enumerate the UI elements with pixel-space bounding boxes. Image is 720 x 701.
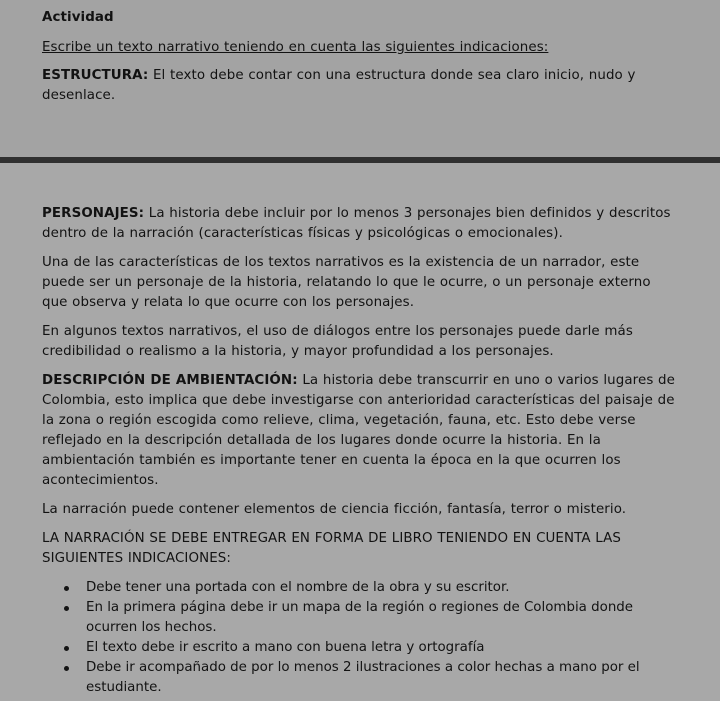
requirements-list [42, 578, 676, 698]
activity-heading: Actividad [42, 10, 114, 25]
ambientacion-label: DESCRIPCIÓN DE AMBIENTACIÓN: [42, 373, 298, 388]
personajes-label: PERSONAJES: [42, 206, 145, 221]
ambientacion-paragraph [42, 371, 676, 491]
list-item: En la primera página debe ir un mapa de la región o regiones de Colombia donde ocurren los hechos. [42, 598, 676, 638]
genero-paragraph: La narración puede contener elementos de ciencia ficción, fantasía, terror o misterio. [42, 502, 627, 517]
entrega-paragraph: LA NARRACIÓN SE DEBE ENTREGAR EN FORMA DE LIBRO TENIENDO EN CUENTA LAS SIGUIENTES INDICACIONES: [42, 531, 621, 566]
ambientacion-text: La historia debe transcurrir en uno o varios lugares de Colombia, esto implica que debe investigarse con anterioridad características del paisaje de la zona o región escogida como relieve, clima, vegetación, fauna, etc. Esto debe verse reflejado en la descripción detallada de los lugares donde ocurre la historia. En la ambientación también es importante tener en cuenta la época en la que ocurren los acontecimientos. [42, 373, 675, 488]
personajes-text: La historia debe incluir por lo menos 3 personajes bien definidos y descritos dentro de la narración (características físicas y psicológicas o emocionales). [42, 206, 671, 241]
lower-section [42, 204, 676, 698]
narrador-paragraph: Una de las características de los textos narrativos es la existencia de un narrador, este puede ser un personaje de la historia, relatando lo que le ocurre, o un personaje externo que observa y relata lo que ocurre con los personajes. [42, 255, 651, 310]
list-item: Debe tener una portada con el nombre de la obra y su escritor. [42, 578, 676, 598]
list-item: Debe ir acompañado de por lo menos 2 ilustraciones a color hechas a mano por el estudiante. [42, 658, 676, 698]
estructura-paragraph [42, 66, 676, 106]
estructura-label: ESTRUCTURA: [42, 68, 149, 83]
personajes-paragraph [42, 204, 676, 244]
instruction-line: Escribe un texto narrativo teniendo en cuenta las siguientes indicaciones: [42, 40, 549, 55]
estructura-text: El texto debe contar con una estructura donde sea claro inicio, nudo y desenlace. [42, 68, 636, 103]
upper-section [42, 8, 676, 106]
page-divider [0, 157, 720, 163]
list-item: El texto debe ir escrito a mano con buena letra y ortografía [42, 638, 676, 658]
dialogos-paragraph: En algunos textos narrativos, el uso de diálogos entre los personajes puede darle más credibilidad o realismo a la historia, y mayor profundidad a los personajes. [42, 324, 633, 359]
